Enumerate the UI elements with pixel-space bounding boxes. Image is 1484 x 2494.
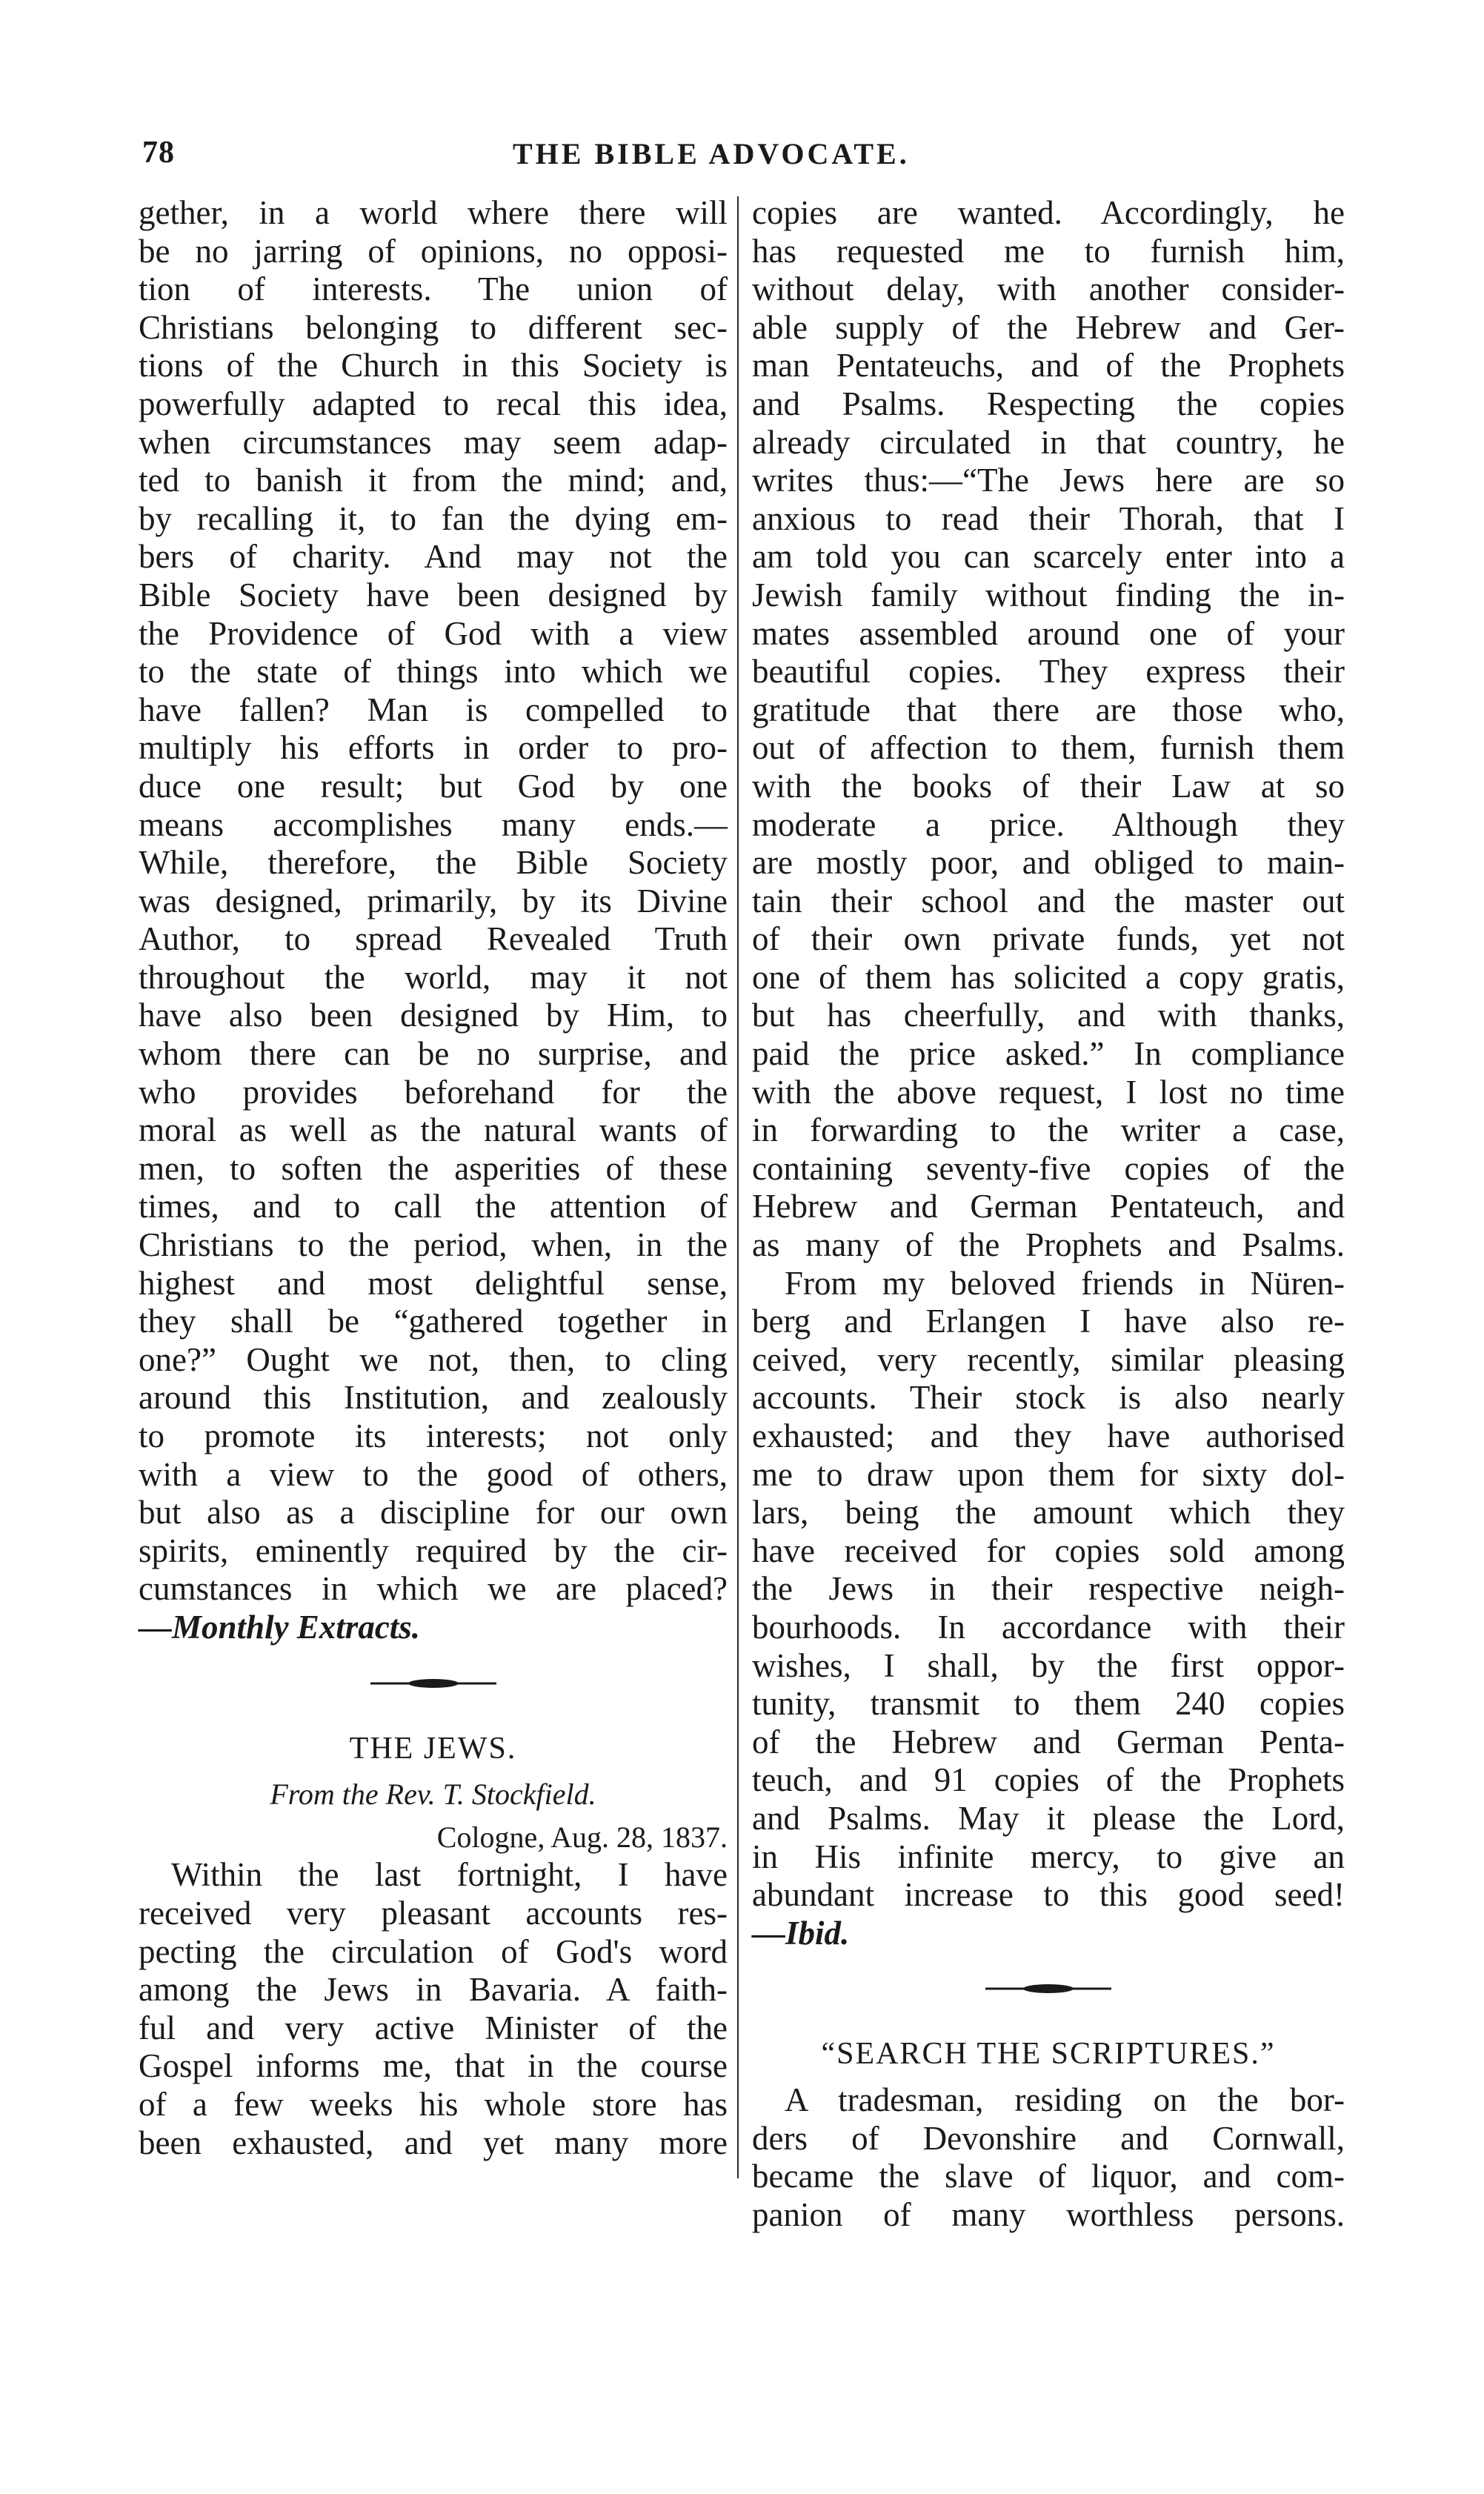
text-line: one of them has solicited a copy gratis, [752, 958, 1345, 996]
text-line: and Psalms. Respecting the copies [752, 385, 1345, 422]
text-line: of their own private funds, yet not [752, 920, 1345, 958]
text-line: throughout the world, may it not [139, 958, 728, 996]
left-column-text-2 [139, 1856, 728, 2162]
text-line: exhausted; and they have authorised [752, 1417, 1345, 1454]
text-line: as many of the Prophets and Psalms. [752, 1226, 1345, 1264]
page-header [142, 135, 1342, 179]
text-line: to the state of things into which we [139, 653, 728, 691]
text-line: man Pentateuchs, and of the Prophets [752, 347, 1345, 385]
text-line: already circulated in that country, he [752, 423, 1345, 461]
right-column-text-1 [752, 194, 1345, 1265]
text-line: out of affection to them, furnish them [752, 729, 1345, 767]
text-line: ful and very active Minister of the [139, 2009, 728, 2046]
text-line: Author, to spread Revealed Truth [139, 920, 728, 958]
text-line: spirits, eminently required by the cir- [139, 1532, 728, 1569]
attribution-monthly-extracts: —Monthly Extracts. [139, 1608, 421, 1646]
text-line: Christians to the period, when, in the [139, 1226, 728, 1264]
text-line: in forwarding to the writer a case, [752, 1111, 1345, 1149]
text-line: able supply of the Hebrew and Ger- [752, 308, 1345, 346]
right-column-text-2 [752, 1265, 1345, 1915]
text-line: one?” Ought we not, then, to cling [139, 1340, 728, 1378]
section-subtitle: From the Rev. T. Stockfield. [270, 1778, 596, 1812]
text-line: duce one result; but God by one [139, 767, 728, 805]
text-line: highest and most delightful sense, [139, 1264, 728, 1302]
text-line: Bible Society have been designed by [139, 576, 728, 613]
text-line: the Providence of God with a view [139, 614, 728, 652]
text-line: among the Jews in Bavaria. A faith- [139, 1971, 728, 2009]
text-line: multiply his efforts in order to pro- [139, 729, 728, 767]
text-line: tion of interests. The union of [139, 270, 728, 308]
text-line: has requested me to furnish him, [752, 232, 1345, 270]
text-line: Jewish family without finding the in- [752, 576, 1345, 613]
text-line: tunity, transmit to them 240 copies [752, 1685, 1345, 1723]
text-line: became the slave of liquor, and com- [752, 2158, 1345, 2195]
text-line: pecting the circulation of God's word [139, 1932, 728, 1970]
text-line: but has cheerfully, and with thanks, [752, 997, 1345, 1034]
text-line: ted to banish it from the mind; and, [139, 462, 728, 499]
text-line: around this Institution, and zealously [139, 1379, 728, 1417]
text-line: paid the price asked.” In compliance [752, 1035, 1345, 1073]
text-line: have received for copies sold among [752, 1532, 1345, 1569]
attribution-ibid: —Ibid. [752, 1914, 850, 1952]
text-line: ders of Devonshire and Cornwall, [752, 2119, 1345, 2157]
text-line: tions of the Church in this Society is [139, 347, 728, 385]
text-line: have fallen? Man is compelled to [139, 691, 728, 728]
text-line: received very pleasant accounts res- [139, 1894, 728, 1932]
text-line: cumstances in which we are placed? [139, 1570, 728, 1608]
text-line: times, and to call the attention of [139, 1188, 728, 1226]
text-line: am told you can scarcely enter into a [752, 538, 1345, 576]
ornament-divider-icon [370, 1672, 496, 1695]
text-line: they shall be “gathered together in [139, 1303, 728, 1340]
text-line: powerfully adapted to recal this idea, [139, 385, 728, 422]
text-line: to promote its interests; not only [139, 1417, 728, 1454]
text-line: when circumstances may seem adap- [139, 423, 728, 461]
text-line: Gospel informs me, that in the course [139, 2047, 728, 2085]
text-line: berg and Erlangen I have also re- [752, 1303, 1345, 1340]
text-line: of the Hebrew and German Penta- [752, 1723, 1345, 1760]
text-line: anxious to read their Thorah, that I [752, 499, 1345, 537]
text-line: bers of charity. And may not the [139, 538, 728, 576]
text-line: men, to soften the asperities of these [139, 1149, 728, 1187]
text-line: ceived, very recently, similar pleasing [752, 1340, 1345, 1378]
text-line: teuch, and 91 copies of the Prophets [752, 1761, 1345, 1799]
text-line: but also as a discipline for our own [139, 1494, 728, 1532]
text-line: the Jews in their respective neigh- [752, 1570, 1345, 1608]
text-line: in His infinite mercy, to give an [752, 1838, 1345, 1875]
text-line: Christians belonging to different sec- [139, 308, 728, 346]
text-line: moral as well as the natural wants of [139, 1111, 728, 1149]
text-line: wishes, I shall, by the first oppor- [752, 1646, 1345, 1684]
text-line: Within the last fortnight, I have [171, 1856, 728, 1894]
text-line: me to draw upon them for sixty dol- [752, 1455, 1345, 1493]
dateline: Cologne, Aug. 28, 1837. [436, 1820, 728, 1854]
text-line: accounts. Their stock is also nearly [752, 1379, 1345, 1417]
text-line: mates assembled around one of your [752, 614, 1345, 652]
running-head: THE BIBLE ADVOCATE. [513, 137, 910, 170]
text-line: From my beloved friends in Nüren- [785, 1264, 1345, 1302]
right-column [752, 194, 1345, 2234]
left-column-text-1 [139, 194, 728, 1609]
right-column-text-3 [752, 2081, 1345, 2234]
text-line: copies are wanted. Accordingly, he [752, 194, 1345, 231]
text-line: are mostly poor, and obliged to main- [752, 844, 1345, 882]
left-column [139, 194, 728, 2162]
page-number: 78 [142, 136, 175, 170]
text-line: panion of many worthless persons. [752, 2195, 1345, 2233]
text-line: containing seventy-five copies of the [752, 1149, 1345, 1187]
section-title-the-jews: THE JEWS. [349, 1731, 517, 1766]
text-line: lars, being the amount which they [752, 1494, 1345, 1532]
text-line: beautiful copies. They express their [752, 653, 1345, 691]
text-line: with a view to the good of others, [139, 1455, 728, 1493]
text-line: who provides beforehand for the [139, 1073, 728, 1111]
text-line: means accomplishes many ends.— [139, 805, 728, 843]
text-line: have also been designed by Him, to [139, 997, 728, 1034]
ornament-divider-icon [985, 1978, 1111, 2000]
text-line: with the above request, I lost no time [752, 1073, 1345, 1111]
text-line: by recalling it, to fan the dying em- [139, 499, 728, 537]
column-divider [737, 196, 739, 2178]
text-line: writes thus:—“The Jews here are so [752, 462, 1345, 499]
text-line: tain their school and the master out [752, 882, 1345, 920]
text-line: moderate a price. Although they [752, 805, 1345, 843]
text-line: be no jarring of opinions, no opposi- [139, 232, 728, 270]
text-line: was designed, primarily, by its Divine [139, 882, 728, 920]
section-title-search-the-scriptures: “SEARCH THE SCRIPTURES.” [821, 2037, 1276, 2072]
text-line: whom there can be no surprise, and [139, 1035, 728, 1073]
text-line: and Psalms. May it please the Lord, [752, 1799, 1345, 1837]
text-line: A tradesman, residing on the bor- [785, 2081, 1345, 2118]
text-line: abundant increase to this good seed! [752, 1876, 1345, 1914]
text-line: gratitude that there are those who, [752, 691, 1345, 728]
text-line: While, therefore, the Bible Society [139, 844, 728, 882]
text-line: gether, in a world where there will [139, 194, 728, 231]
text-line: of a few weeks his whole store has [139, 2085, 728, 2123]
text-line: Hebrew and German Pentateuch, and [752, 1188, 1345, 1226]
text-line: without delay, with another consider- [752, 270, 1345, 308]
text-line: been exhausted, and yet many more [139, 2124, 728, 2161]
text-line: with the books of their Law at so [752, 767, 1345, 805]
text-line: bourhoods. In accordance with their [752, 1608, 1345, 1646]
